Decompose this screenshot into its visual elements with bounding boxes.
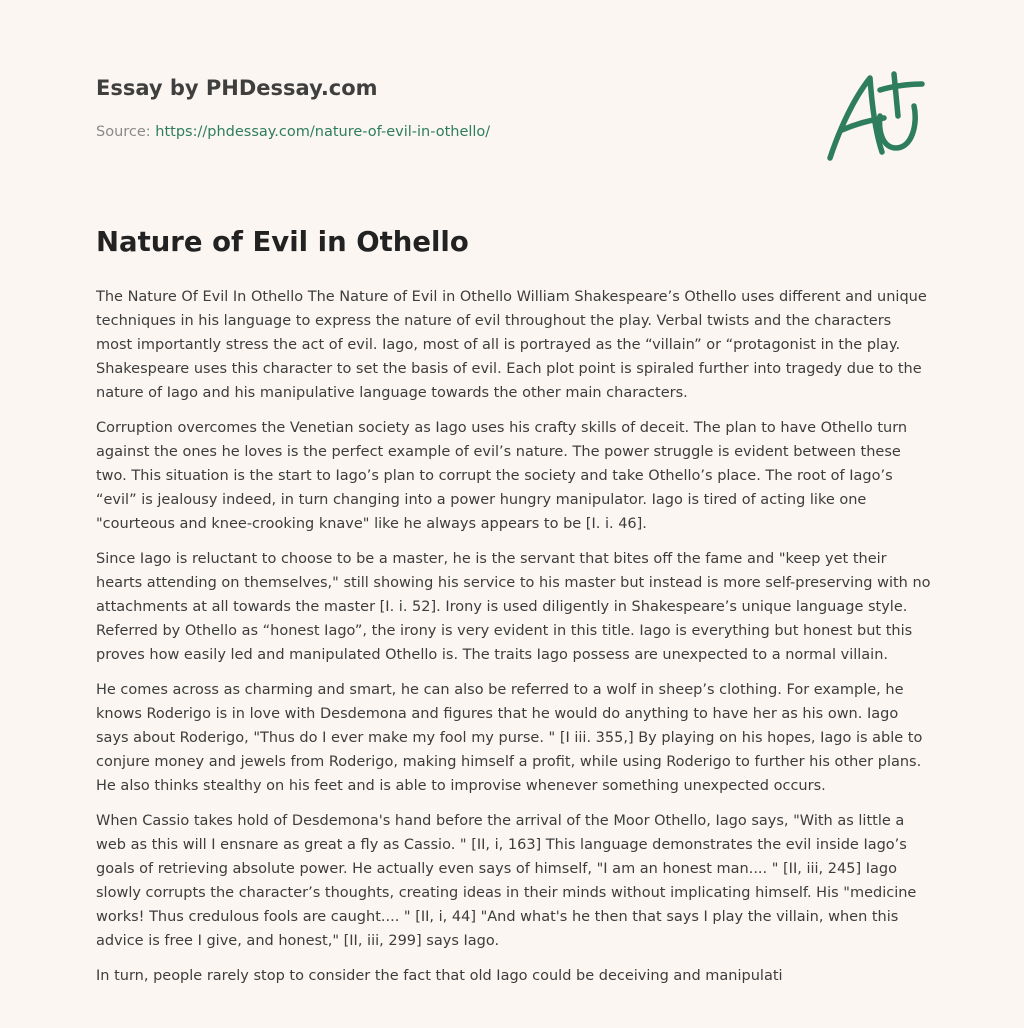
brand-title: Essay by PHDessay.com: [96, 76, 378, 100]
article-body: [96, 285, 932, 999]
paragraph: Since Iago is reluctant to choose to be a master, he is the servant that bites off the fame and "keep yet their hearts attending on themselves," still showing his service to his master but instead is more self-preserving with no attachments at all towards the master [I. i. 52]. Irony is used diligently in Shakespeare’s unique language style. Referred by Othello as “honest Iago”, the irony is very evident in this title. Iago is everything but honest but this proves how easily led and manipulated Othello is. The traits Iago possess are unexpected to a normal villain.: [96, 551, 931, 663]
a-plus-logo-icon: [818, 66, 930, 166]
source-line: [96, 124, 490, 140]
paragraph: Corruption overcomes the Venetian society as Iago uses his crafty skills of deceit. The plan to have Othello turn against the ones he loves is the perfect example of evil’s nature. The power struggle is evident between these two. This situation is the start to Iago’s plan to corrupt the society and take Othello’s place. The root of Iago’s “evil” is jealousy indeed, in turn changing into a power hungry manipulator. Iago is tired of acting like one "courteous and knee-crooking knave" like he always appears to be [I. i. 46].: [96, 420, 908, 532]
paragraph: The Nature Of Evil In Othello The Nature of Evil in Othello William Shakespeare’s Othello uses different and unique techniques in his language to express the nature of evil throughout the play. Verbal twists and the characters most importantly stress the act of evil. Iago, most of all is portrayed as the “villain” or “protagonist in the play. Shakespeare uses this character to set the basis of evil. Each plot point is spiraled further into tragedy due to the nature of Iago and his manipulative language towards the other main characters.: [96, 289, 927, 401]
source-label: Source:: [96, 124, 156, 140]
source-link[interactable]: https://phdessay.com/nature-of-evil-in-othello/: [155, 124, 491, 140]
paragraph: When Cassio takes hold of Desdemona's hand before the arrival of the Moor Othello, Iago says, "With as little a web as this will I ensnare as great a fly as Cassio. " [II, i, 163] This language demonstrates the evil inside Iago’s goals of retrieving absolute power. He actually even says of himself, "I am an honest man.... " [II, iii, 245] Iago slowly corrupts the character’s thoughts, creating ideas in their minds without implicating himself. His "medicine works! Thus credulous fools are caught.... " [II, i, 44] "And what's he then that says I play the villain, when this advice is free I give, and honest," [II, iii, 299] says Iago.: [96, 813, 917, 949]
paragraph: He comes across as charming and smart, he can also be referred to a wolf in sheep’s clothing. For example, he knows Roderigo is in love with Desdemona and figures that he would do anything to have her as his own. Iago says about Roderigo, "Thus do I ever make my fool my purse. " [I iii. 355,] By playing on his hopes, Iago is able to conjure money and jewels from Roderigo, making himself a profit, while using Roderigo to further his other plans. He also thinks stealthy on his feet and is able to improvise whenever something unexpected occurs.: [96, 682, 923, 794]
paragraph: In turn, people rarely stop to consider the fact that old Iago could be deceiving and manipulati: [96, 968, 783, 984]
article-title: Nature of Evil in Othello: [96, 226, 469, 258]
